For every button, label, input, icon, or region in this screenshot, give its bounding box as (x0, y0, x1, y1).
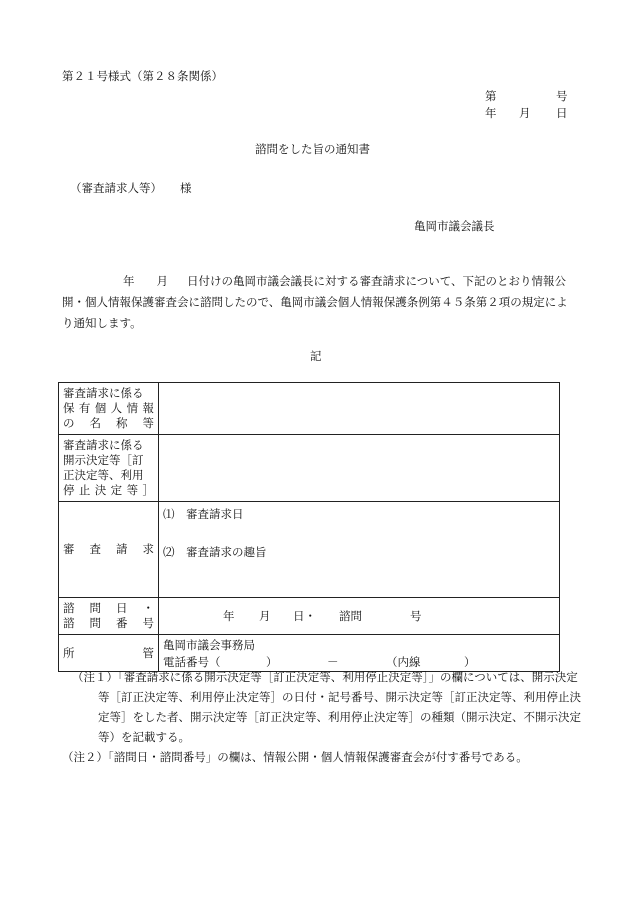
label-inquiry-date-number (59, 598, 159, 635)
label-line: 開示決定等［訂 (63, 453, 144, 467)
ki-heading: 記 (310, 349, 322, 363)
label-line: 正決定等、利用 (63, 468, 144, 482)
office-name: 亀岡市議会事務局 (163, 638, 255, 652)
label-personal-info-name (59, 383, 159, 435)
inquiry-year: 年 (223, 609, 235, 623)
row-review-request (59, 502, 560, 598)
label-line: 停 止 決 定 等 ］ (63, 483, 154, 497)
row-inquiry-date-number (59, 598, 560, 635)
phone-dash: － (327, 655, 339, 669)
value-personal-info-name[interactable] (159, 383, 560, 435)
body-text: 日付けの亀岡市議会議長に対する審査請求について、下記のとおり情報公開・個人情報保護審査会に諮問したので、亀岡市議会個人情報保護条例第４５条第２項の規定により通知します。 (62, 274, 568, 330)
inquiry-month: 月 (259, 609, 271, 623)
document-title: 諮問をした旨の通知書 (255, 142, 370, 156)
label-line: の 名 称 等 (63, 416, 154, 430)
date-day: 日 (556, 106, 568, 120)
label-line: 保 有 個 人 情 報 (63, 401, 154, 415)
request-detail-table (58, 382, 560, 672)
extension-close: ） (464, 655, 476, 669)
form-number: 第２１号様式（第２８条関係） (62, 69, 223, 83)
row-disclosure-decision (59, 435, 560, 502)
phone-label: 電話番号（ (163, 655, 221, 669)
body-date-month: 月 (156, 274, 168, 288)
label-line: 諮 問 日 ・ (63, 601, 154, 615)
label-review-request (59, 502, 159, 598)
date-year: 年 (485, 106, 497, 120)
doc-number-suffix: 号 (556, 89, 568, 103)
doc-number-prefix: 第 (485, 89, 497, 103)
body-paragraph (62, 271, 572, 334)
label-disclosure-decision (59, 435, 159, 502)
addressee-honorific: 様 (180, 181, 192, 195)
addressee: （審査請求人等） (70, 181, 162, 195)
note-2: （注２）「諮問日・諮問番号」の欄は、情報公開・個人情報保護審査会が付す番号である。 (62, 750, 528, 764)
review-request-date: ⑴ 審査請求日 (163, 507, 244, 521)
value-jurisdiction[interactable] (159, 635, 560, 672)
notes (62, 667, 582, 767)
value-disclosure-decision[interactable] (159, 435, 560, 502)
body-date-year: 年 (123, 274, 135, 288)
label-line: 諮 問 番 号 (63, 616, 154, 630)
label-line: 審 査 請 求 (63, 542, 154, 556)
extension-open: （内線 (386, 655, 421, 669)
label-line: 所 管 (63, 645, 154, 660)
label-line: 審査請求に係る (63, 386, 144, 400)
inquiry-day: 日・ (293, 609, 316, 623)
value-review-request[interactable] (159, 502, 560, 598)
inquiry-number-suffix: 号 (410, 609, 422, 623)
label-jurisdiction (59, 635, 159, 672)
row-jurisdiction (59, 635, 560, 672)
inquiry-label: 諮問 (339, 609, 362, 623)
review-request-purpose: ⑵ 審査請求の趣旨 (163, 545, 267, 559)
row-personal-info-name (59, 383, 560, 435)
date-month: 月 (519, 106, 531, 120)
sender: 亀岡市議会議長 (414, 219, 495, 233)
phone-close: ） (266, 655, 278, 669)
note-1: （注１）「審査請求に係る開示決定等［訂正決定等、利用停止決定等］」の欄については、開示決定等［訂正決定等、利用停止決定等］の日付・記号番号、開示決定等［訂正決定等、利用停止決定等］をした者、開示決定等［訂正決定等、利用停止決定等］の種類（開示決定、不開示決定等）を記載する。 (72, 670, 581, 744)
value-inquiry-date-number[interactable] (159, 598, 560, 635)
label-line: 審査請求に係る (63, 438, 144, 452)
